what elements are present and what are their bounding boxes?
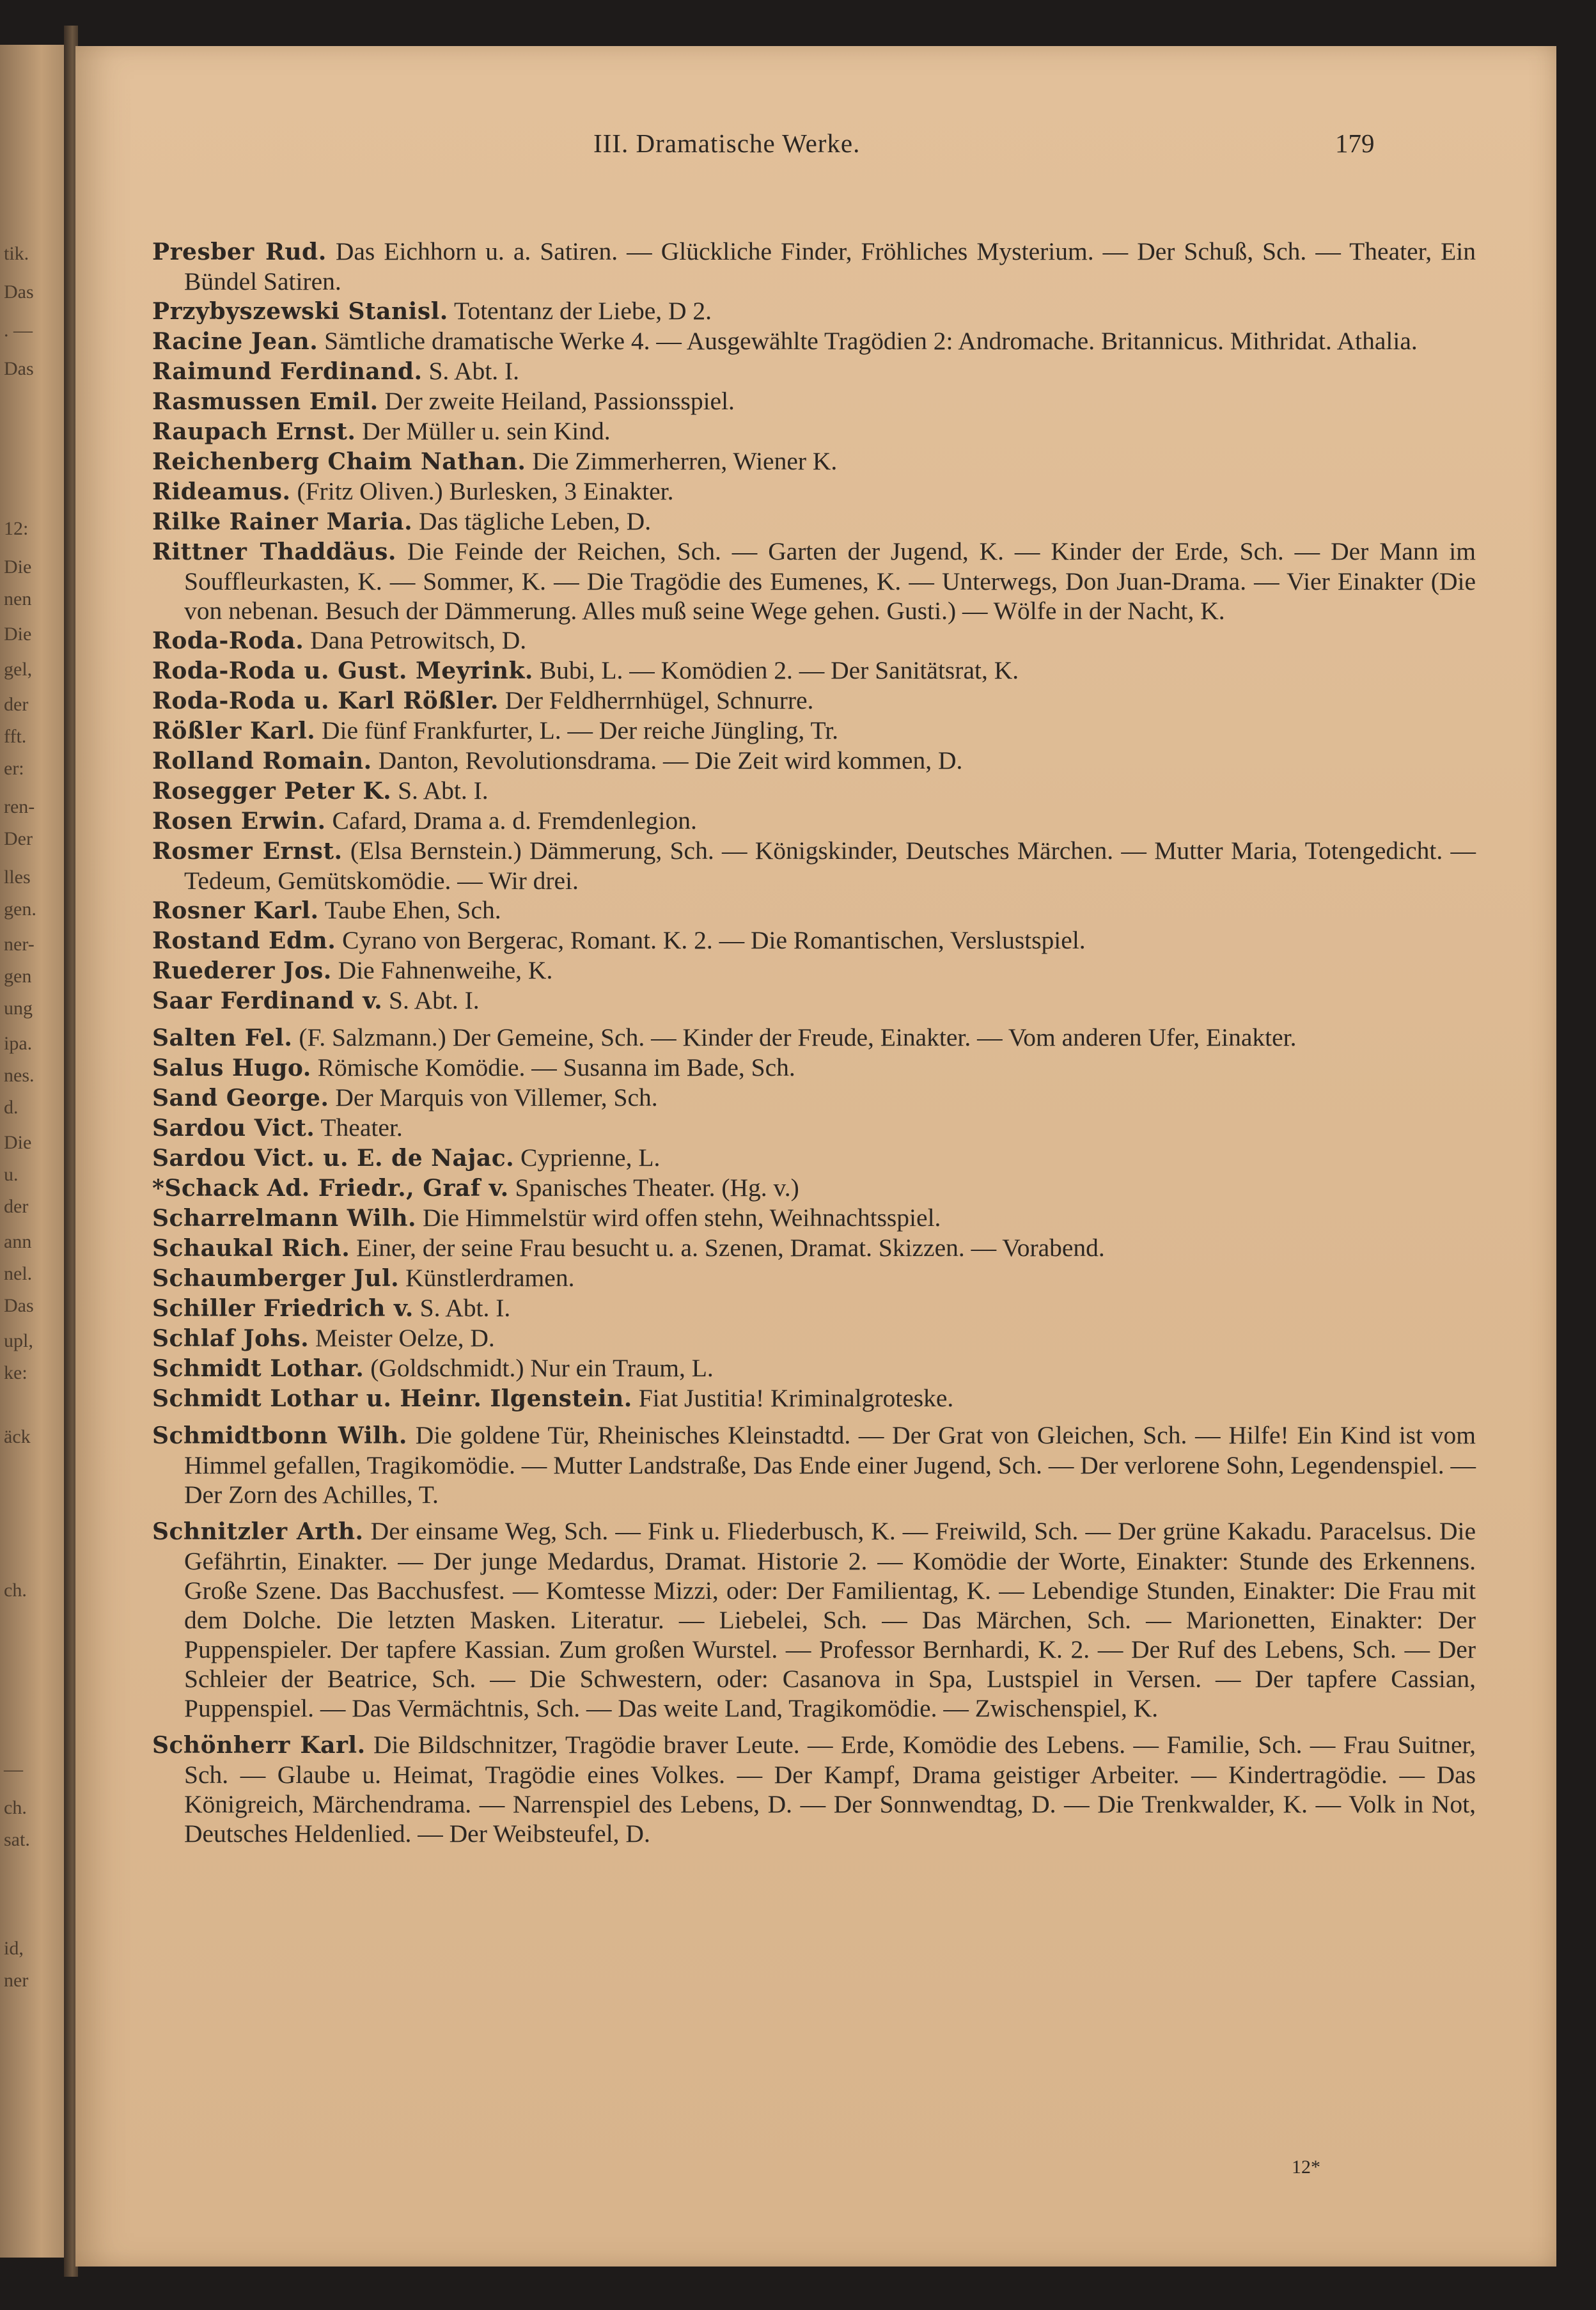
author-name: Rasmussen Emil. [152,388,379,415]
facing-page-fragment: Die [4,1132,32,1153]
list-item [152,625,1476,656]
facing-page-fragment: upl, [4,1330,33,1351]
author-name: Przybyszewski Stanisl. [152,298,448,325]
works-text: Dana Petrowitsch, D. [304,626,527,654]
facing-page-fragment: er: [4,758,24,779]
works-text: Totentanz der Liebe, D 2. [448,297,712,325]
list-item [152,1730,1476,1848]
facing-page-edge [0,45,69,2258]
author-name: Sardou Vict. [152,1115,315,1142]
author-name: Schnitzler Arth. [152,1518,364,1545]
list-item [152,237,1476,296]
list-item [152,925,1476,955]
author-name: Schmidtbonn Wilh. [152,1422,407,1449]
running-title: III. Dramatische Werke. [593,129,861,158]
facing-page-fragment: ann [4,1231,32,1252]
facing-page-fragment: ren- [4,796,35,817]
author-name: Rosegger Peter K. [152,778,392,805]
works-text: Die Fahnenweihe, K. [331,956,553,984]
works-text: Cyprienne, L. [514,1143,661,1172]
author-name: Rideamus. [152,478,291,505]
book-page [75,46,1556,2267]
author-name: Rößler Karl. [152,718,316,744]
works-text: S. Abt. I. [382,986,480,1014]
facing-page-fragment: Das [4,358,34,379]
list-item [152,895,1476,925]
author-name: *Schack Ad. Friedr., Graf v. [152,1175,509,1202]
author-name: Schmidt Lothar u. Heinr. Ilgenstein. [152,1385,632,1412]
list-item [152,507,1476,537]
facing-page-fragment: gel, [4,659,33,680]
author-name: Rosmer Ernst. [152,838,343,865]
list-item [152,836,1476,895]
entry-list [152,237,1476,1848]
page-header [75,128,1556,166]
facing-page-fragment: Die [4,624,32,645]
facing-page-fragment: ke: [4,1362,27,1383]
works-text: S. Abt. I. [391,776,489,805]
facing-page-fragment: gen [4,966,32,987]
list-item [152,416,1476,446]
list-item [152,1143,1476,1173]
facing-page-fragment: ung [4,998,33,1019]
works-text: Cyrano von Bergerac, Romant. K. 2. — Die Romantischen, Verslustspiel. [336,926,1086,954]
author-name: Raupach Ernst. [152,418,356,445]
list-item [152,1263,1476,1293]
facing-page-fragment: — [4,1759,23,1780]
author-name: Roda-Roda u. Karl Rößler. [152,688,499,714]
works-text: Der Feldherrnhügel, Schnurre. [498,686,814,714]
works-text: Taube Ehen, Sch. [318,896,501,924]
facing-page-fragment: nen [4,588,32,609]
list-item [152,716,1476,746]
facing-page-fragment: Die [4,556,32,578]
author-name: Reichenberg Chaim Nathan. [152,448,526,475]
author-name: Schönherr Karl. [152,1732,366,1759]
list-item [152,776,1476,806]
works-text: Römische Komödie. — Susanna im Bade, Sch. [311,1053,795,1081]
works-text: (Goldschmidt.) Nur ein Traum, L. [364,1354,714,1382]
list-item [152,686,1476,716]
facing-page-fragment: u. [4,1164,19,1185]
author-name: Salten Fel. [152,1025,293,1051]
facing-page-fragment: 12: [4,518,29,539]
author-name: Salus Hugo. [152,1055,311,1081]
author-name: Schaumberger Jul. [152,1265,400,1292]
author-name: Rolland Romain. [152,748,372,774]
list-item [152,986,1476,1016]
list-item [152,806,1476,836]
facing-page-fragment: sat. [4,1829,30,1850]
works-text: Die Feinde der Reichen, Sch. — Garten der Jugend, K. — Kinder der Erde, Sch. — Der Mann im Souffleurkasten, K. — Sommer, K. — Die Tragödie des Eumenes, K. — Unterwegs, Don Juan-Drama. — Vier Einakter (Die von nebenan. Besuch der Dämmerung. Alles muß seine Wege gehen. Gusti.) — Wölfe in der Nacht, K. [184,537,1476,625]
list-item [152,1516,1476,1723]
list-item [152,1420,1476,1509]
author-name: Schlaf Johs. [152,1325,309,1352]
facing-page-fragment: nes. [4,1065,35,1086]
works-text: Sämtliche dramatische Werke 4. — Ausgewählte Tragödien 2: Andromache. Britannicus. Mithridat. Athalia. [318,327,1418,355]
facing-page-fragment: fft. [4,726,27,747]
facing-page-fragment: ipa. [4,1033,33,1054]
list-item [152,537,1476,625]
works-text: (Fritz Oliven.) Burlesken, 3 Einakter. [290,477,674,505]
author-name: Rostand Edm. [152,927,336,954]
works-text: Der Müller u. sein Kind. [356,417,611,445]
facing-page-fragment: . — [4,320,33,341]
list-item [152,1293,1476,1323]
author-name: Schaukal Rich. [152,1235,350,1262]
list-item [152,326,1476,356]
author-name: Rittner Thaddäus. [152,538,396,565]
works-text: Die goldene Tür, Rheinisches Kleinstadtd. — Der Grat von Gleichen, Sch. — Hilfe! Ein Kind ist vom Himmel gefallen, Tragikomödie. — Mutter Landstraße, Das Ende einer Jugend, Sch. — Der verlorene Sohn, Legendenspiel. — Der Zorn des Achilles, T. [184,1421,1476,1509]
facing-page-fragment: ner- [4,934,35,955]
author-name: Schiller Friedrich v. [152,1295,414,1322]
facing-page-fragment: lles [4,867,31,888]
works-text: Spanisches Theater. (Hg. v.) [508,1174,799,1202]
works-text: (Elsa Bernstein.) Dämmerung, Sch. — Königskinder, Deutsches Märchen. — Mutter Maria, Totengedicht. — Tedeum, Gemütskomödie. — Wir drei. [184,837,1476,895]
works-text: S. Abt. I. [422,357,520,385]
works-text: Bubi, L. — Komödien 2. — Der Sanitätsrat, K. [533,656,1019,684]
author-name: Roda-Roda. [152,627,304,654]
facing-page-fragment: ner [4,1970,29,1991]
works-text: Das tägliche Leben, D. [412,507,652,535]
author-name: Sardou Vict. u. E. de Najac. [152,1145,515,1172]
facing-page-fragment: ch. [4,1580,27,1601]
works-text: Die Zimmerherren, Wiener K. [526,447,838,475]
facing-page-fragment: Das [4,1295,34,1316]
author-name: Racine Jean. [152,328,318,355]
author-name: Rosen Erwin. [152,808,326,835]
works-text: Einer, der seine Frau besucht u. a. Szenen, Dramat. Skizzen. — Vorabend. [350,1234,1105,1262]
works-text: Die fünf Frankfurter, L. — Der reiche Jüngling, Tr. [315,716,839,744]
author-name: Schmidt Lothar. [152,1355,364,1382]
list-item [152,1083,1476,1113]
list-item [152,386,1476,416]
page-number: 179 [1335,129,1375,158]
list-item [152,356,1476,386]
list-item [152,1023,1476,1053]
list-item [152,1053,1476,1083]
works-text: Der zweite Heiland, Passionsspiel. [378,387,735,415]
works-text: Theater. [315,1113,403,1142]
list-item [152,656,1476,686]
facing-page-fragment: tik. [4,243,29,264]
works-text: Der einsame Weg, Sch. — Fink u. Fliederbusch, K. — Freiwild, Sch. — Der grüne Kakadu. Paracelsus. Die Gefährtin, Einakter. — Der junge Medardus, Dramat. Historie 2. — Komödie der Worte, Einakter: Stunde des Erkennens. Große Szene. Das Bacchusfest. — Komtesse Mizzi, oder: Der Familientag, K. — Lebendige Stunden, Einakter: Die Frau mit dem Dolche. Die letzten Masken. Literatur. — Liebelei, Sch. — Das Märchen, Sch. — Marionetten, Einakter: Der Puppenspieler. Der tapfere Kassian. Zum großen Wurstel. — Professor Bernhardi, K. 2. — Der Ruf des Lebens, Sch. — Der Schleier der Beatrice, Sch. — Die Schwestern, oder: Casanova in Spa, Lustspiel in Versen. — Der tapfere Cassian, Puppenspiel. — Das Vermächtnis, Sch. — Das weite Land, Tragikomödie. — Zwischenspiel, K. [184,1517,1476,1722]
works-text: Das Eichhorn u. a. Satiren. — Glückliche Finder, Fröhliches Mysterium. — Der Schuß, Sch. — Theater, Ein Bündel Satiren. [184,237,1476,295]
list-item [152,746,1476,776]
list-item [152,446,1476,476]
author-name: Ruederer Jos. [152,957,332,984]
works-text: Der Marquis von Villemer, Sch. [329,1083,658,1112]
author-name: Roda-Roda u. Gust. Meyrink. [152,657,533,684]
author-name: Rilke Rainer Maria. [152,508,413,535]
works-text: Meister Oelze, D. [309,1324,495,1352]
list-item [152,955,1476,986]
author-name: Sand George. [152,1085,329,1112]
facing-page-fragment: der [4,694,29,715]
list-item [152,1173,1476,1203]
author-name: Presber Rud. [152,239,327,265]
author-name: Raimund Ferdinand. [152,358,423,385]
works-text: S. Abt. I. [413,1294,511,1322]
works-text: Cafard, Drama a. d. Fremdenlegion. [325,806,697,835]
list-item [152,1323,1476,1353]
list-item [152,1203,1476,1233]
list-item [152,1353,1476,1383]
facing-page-fragment: Das [4,281,34,302]
facing-page-fragment: nel. [4,1263,33,1284]
facing-page-fragment: ch. [4,1797,27,1818]
works-text: Fiat Justitia! Kriminalgroteske. [632,1384,954,1412]
facing-page-fragment: äck [4,1426,31,1447]
works-text: Die Bildschnitzer, Tragödie braver Leute. — Erde, Komödie des Lebens. — Familie, Sch. — Frau Suitner, Sch. — Glaube u. Heimat, Tragödie eines Volkes. — Der Kampf, Drama geistiger Arbeiter. — Kindertragödie. — Das Königreich, Märchendrama. — Narrenspiel des Lebens, D. — Der Sonnwendtag, D. — Die Trenkwalder, K. — Volk in Not, Deutsches Heldenlied. — Der Weibsteufel, D. [184,1731,1476,1848]
list-item [152,476,1476,507]
facing-page-fragment: Der [4,828,33,849]
list-item [152,1233,1476,1263]
facing-page-fragment: gen. [4,899,36,920]
facing-page-fragment: der [4,1196,29,1217]
works-text: Danton, Revolutionsdrama. — Die Zeit wird kommen, D. [372,746,963,774]
facing-page-fragment: id, [4,1938,24,1959]
author-name: Saar Ferdinand v. [152,987,383,1014]
facing-page-fragment: d. [4,1097,19,1118]
works-text: Künstlerdramen. [399,1264,575,1292]
author-name: Scharrelmann Wilh. [152,1205,417,1232]
works-text: (F. Salzmann.) Der Gemeine, Sch. — Kinder der Freude, Einakter. — Vom anderen Ufer, Einakter. [292,1023,1297,1051]
list-item [152,1383,1476,1413]
works-text: Die Himmelstür wird offen stehn, Weihnachtsspiel. [416,1204,941,1232]
signature-mark: 12* [1292,2157,1320,2178]
author-name: Rosner Karl. [152,897,319,924]
list-item [152,1113,1476,1143]
list-item [152,296,1476,326]
